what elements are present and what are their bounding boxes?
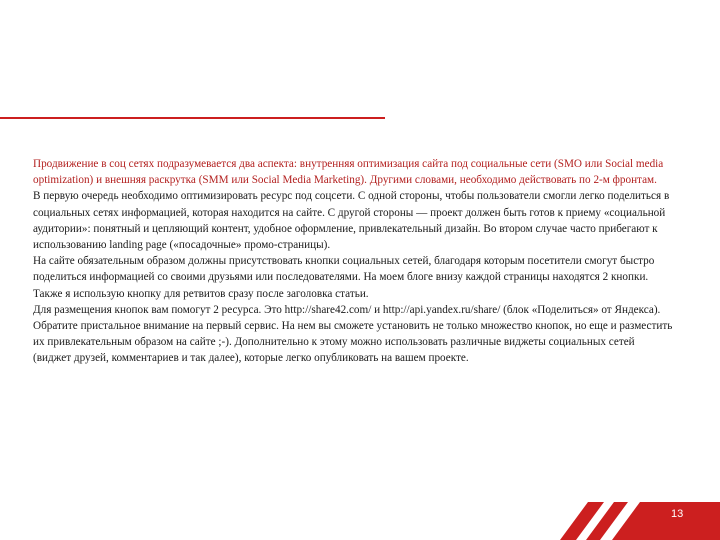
- corner-decoration: [520, 480, 720, 540]
- body-paragraph-optimization: В первую очередь необходимо оптимизировать ресурс под соцсети. С одной стороны, чтобы пользователи смогли легко поделиться в социальных сетях информацией, которая находится на сайте. С другой стороны — проект должен быть готов к приему «социальной аудитории»: понятный и цепляющий контент, удобное оформление, привлекательный дизайн. Во втором случае часто прибегают к использованию landing page («посадочные» промо-страницы).: [33, 190, 670, 252]
- slide-body: [33, 156, 673, 367]
- title-divider: [0, 117, 385, 119]
- body-paragraph-resources: Для размещения кнопок вам помогут 2 ресурса. Это http://share42.com/ и http://api.yandex.ru/share/ (блок «Поделиться» от Яндекса). Обратите пристальное внимание на первый сервис. На нем вы сможете установить не только множество кнопок, но еще и разместить их привлекательным образом на сайте ;-). Дополнительно к этому можно использовать различные виджеты социальных сетей (виджет друзей, комментариев и так далее), которые легко опубликовать на вашем проекте.: [33, 303, 673, 365]
- intro-paragraph: Продвижение в соц сетях подразумевается два аспекта: внутренняя оптимизация сайта под социальные сети (SMO или Social media optimization) и внешняя раскрутка (SMM или Social Media Marketing). Другими словами, необходимо действовать по 2-м фронтам.: [33, 158, 664, 187]
- body-paragraph-buttons: На сайте обязательным образом должны присутствовать кнопки социальных сетей, благодаря которым посетители смогут быстро поделиться информацией со своими друзьями или последователями. На моем блоге внизу каждой страницы находятся 2 кнопки. Также я использую кнопку для ретвитов сразу после заголовка статьи.: [33, 255, 655, 300]
- page-number: 13: [671, 508, 684, 520]
- corner-stripe-3: [612, 502, 720, 540]
